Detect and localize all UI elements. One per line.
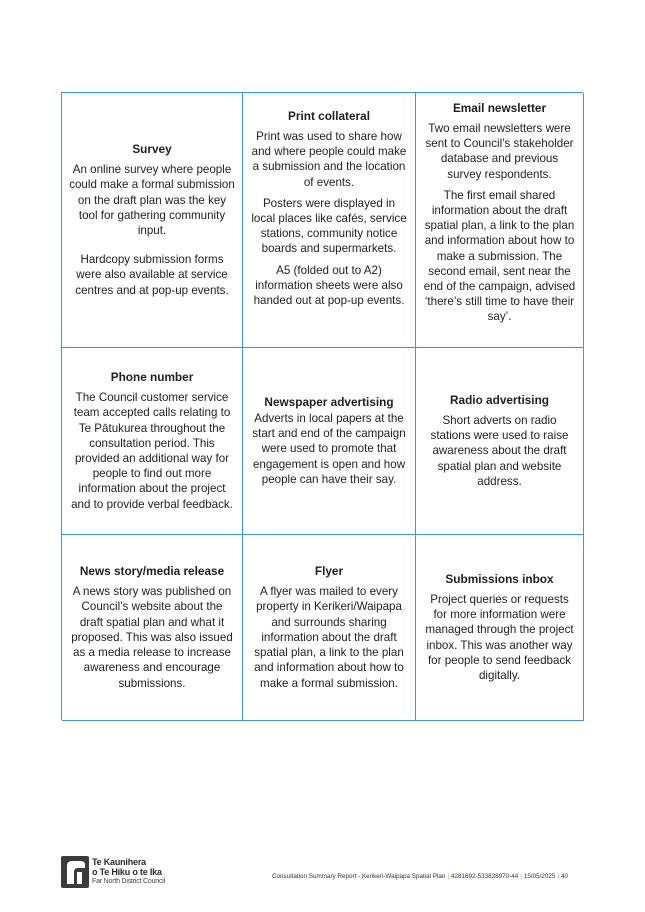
cell-text: The Council customer service team accepted calls relating to Te Pātukurea throughout the consultation period. This provided an additional way for people to find out more information about the project and to provide verbal feedback. <box>71 391 233 511</box>
page-footer: Consultation Summary Report - Kerikeri-Waipapa Spatial Plan | 4281692-533828970-44 | 15/05/2025 | 40 <box>272 873 569 880</box>
logo-line-3: Far North District Council <box>92 878 165 885</box>
cell-text: The first email shared information about the draft spatial plan, a link to the plan and information about how to make a submission. The second email, sent near the end of the campaign, advised ‘there’s still time to have their say’. <box>423 188 576 324</box>
council-logo-icon <box>61 856 89 888</box>
cell-title: Radio advertising <box>450 392 549 407</box>
print-collateral-cell <box>243 93 416 348</box>
cell-text: Hardcopy submission forms were also available at service centres and at pop-up events. <box>75 253 229 297</box>
report-date: 15/05/2025 <box>523 873 556 880</box>
cell-text: Project queries or requests for more information were managed through the project inbox. This was another way for people to send feedback digitally. <box>425 592 574 682</box>
cell-text: Posters were displayed in local places like cafés, service stations, community notice boards and supermarkets. <box>251 196 407 256</box>
cell-text: An online survey where people could make a formal submission on the draft plan was the key tool for gathering community input. <box>69 163 235 237</box>
cell-title: News story/media release <box>79 564 225 579</box>
report-title: Consultation Summary Report - Kerikeri-Waipapa Spatial Plan <box>272 873 446 880</box>
email-newsletter-cell <box>416 93 584 348</box>
cell-text: Adverts in local papers at the start and end of the campaign were used to promote that engagement is open and how people can have their say. <box>252 411 406 486</box>
cell-text: Short adverts on radio stations were used to raise awareness about the draft spatial plan and website address. <box>430 413 569 488</box>
phone-number-cell <box>62 348 243 535</box>
radio-advertising-cell <box>416 348 584 535</box>
newspaper-advertising-cell <box>243 348 416 535</box>
council-logo <box>61 855 171 889</box>
document-id: 4281692-533828970-44 <box>451 873 519 880</box>
cell-title: Submissions inbox <box>445 571 554 586</box>
cell-title: Flyer <box>314 564 344 579</box>
page-number: 40 <box>561 873 569 880</box>
cell-title: Survey <box>132 142 172 157</box>
cell-text: A news story was published on Council’s website about the draft spatial plan and what it proposed. This was also issued as a media release to increase awareness and encourage submissions. <box>71 585 233 690</box>
logo-line-2: o Te Hiku o te Ika <box>92 867 162 877</box>
news-story-cell <box>62 535 243 721</box>
cell-text: A flyer was mailed to every property in Kerikeri/Waipapa and surrounds sharing information about the draft spatial plan, a link to the plan and information about how to make a formal submission. <box>254 585 404 690</box>
submissions-inbox-cell <box>416 535 584 721</box>
flyer-cell <box>243 535 416 721</box>
cell-title: Email newsletter <box>452 101 547 115</box>
logo-line-1: Te Kaunihera <box>92 857 146 867</box>
cell-title: Print collateral <box>288 109 370 123</box>
cell-title: Phone number <box>110 370 194 385</box>
survey-cell <box>62 93 243 348</box>
cell-title: Newspaper advertising <box>264 394 394 409</box>
cell-text: Two email newsletters were sent to Council’s stakeholder database and previous survey respondents. <box>425 122 574 181</box>
cell-text: A5 (folded out to A2) information sheets were also handed out at pop-up events. <box>253 263 405 308</box>
engagement-channels-grid <box>61 92 583 720</box>
cell-text: Print was used to share how and where people could make a submission and the location of events. <box>251 130 407 189</box>
